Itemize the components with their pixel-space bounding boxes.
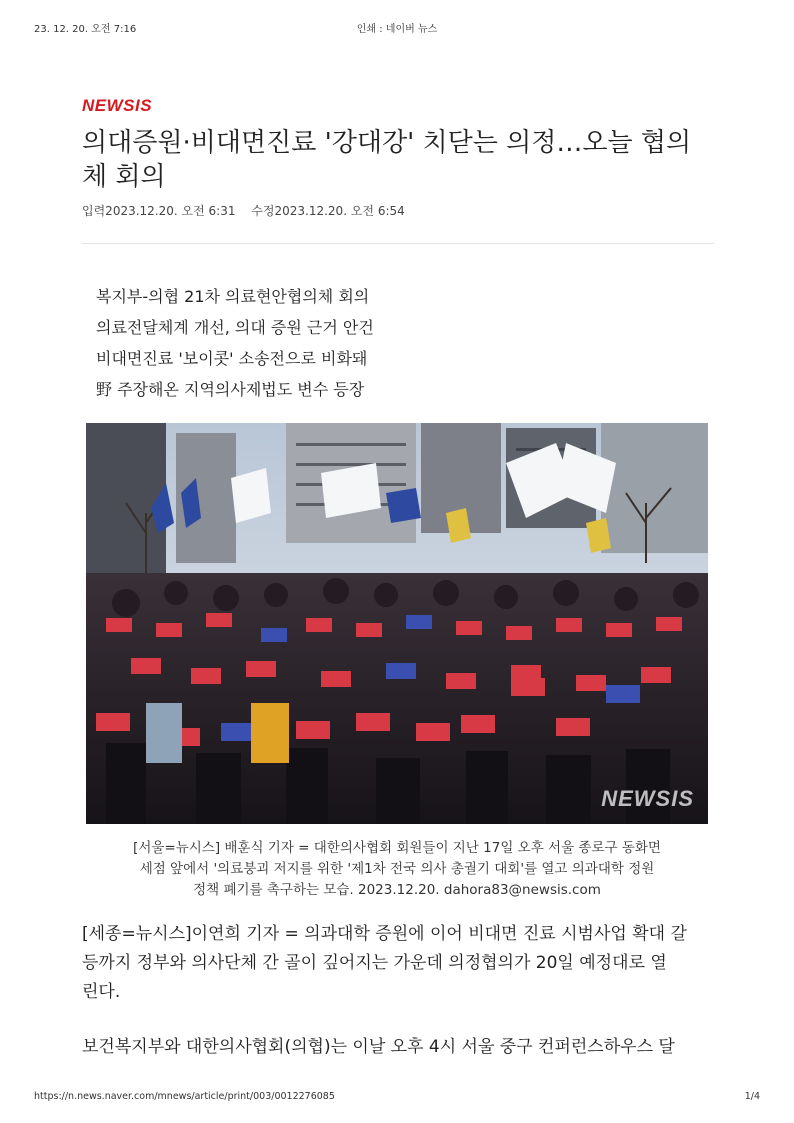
caption-line: 세점 앞에서 '의료붕괴 저지를 위한 '제1차 전국 의사 총궐기 대회'를 열고 의과대학 정원 [139, 861, 655, 877]
body-line: [세종=뉴시스]이연희 기자 = 의과대학 증원에 이어 비대면 진료 시범사업 확대 갈 [82, 924, 687, 944]
body-line: 린다. [82, 982, 121, 1002]
caption-line: [서울=뉴시스] 배훈식 기자 = 대한의사협회 회원들이 지난 17일 오후 서울 종로구 동화면 [133, 840, 661, 856]
article-body [82, 920, 722, 1062]
caption-line: 정책 폐기를 촉구하는 모습. 2023.12.20. dahora83@newsis.com [193, 882, 601, 898]
published-date: 입력2023.12.20. 오전 6:31 [82, 204, 236, 218]
headline: 의대증원·비대면진료 '강대강' 치닫는 의정…오늘 협의체 회의 [82, 128, 692, 192]
photo-caption [90, 838, 704, 901]
article-summary [96, 281, 374, 405]
divider [82, 243, 714, 244]
article-header [82, 96, 714, 244]
paragraph [82, 1033, 722, 1062]
summary-line: 복지부-의협 21차 의료현안협의체 회의 [96, 287, 370, 306]
body-line: 보건복지부와 대한의사협회(의협)는 이날 오후 4시 서울 중구 컨퍼런스하우스 달 [82, 1037, 675, 1057]
article-meta [82, 202, 714, 219]
summary-line: 野 주장해온 지역의사제법도 변수 등장 [96, 380, 365, 399]
paragraph [82, 920, 722, 1007]
photo-watermark: NEWSIS [601, 786, 694, 811]
modified-date: 수정2023.12.20. 오전 6:54 [251, 204, 405, 218]
article-url[interactable]: https://n.news.naver.com/mnews/article/print/003/0012276085 [34, 1091, 335, 1102]
print-header [34, 20, 760, 34]
summary-line: 의료전달체계 개선, 의대 증원 근거 안건 [96, 318, 374, 337]
newsis-logo: NEWSIS [82, 96, 153, 115]
article-photo [86, 423, 708, 824]
print-title: 인쇄 : 네이버 뉴스 [356, 24, 438, 35]
body-line: 등까지 정부와 의사단체 간 골이 깊어지는 가운데 의정협의가 20일 예정대로 열 [82, 953, 667, 973]
print-footer [34, 1091, 760, 1105]
print-datetime: 23. 12. 20. 오전 7:16 [34, 24, 137, 35]
protest-crowd-image [86, 423, 708, 824]
page-number: 1/4 [744, 1091, 760, 1102]
summary-line: 비대면진료 '보이콧' 소송전으로 비화돼 [96, 349, 368, 368]
